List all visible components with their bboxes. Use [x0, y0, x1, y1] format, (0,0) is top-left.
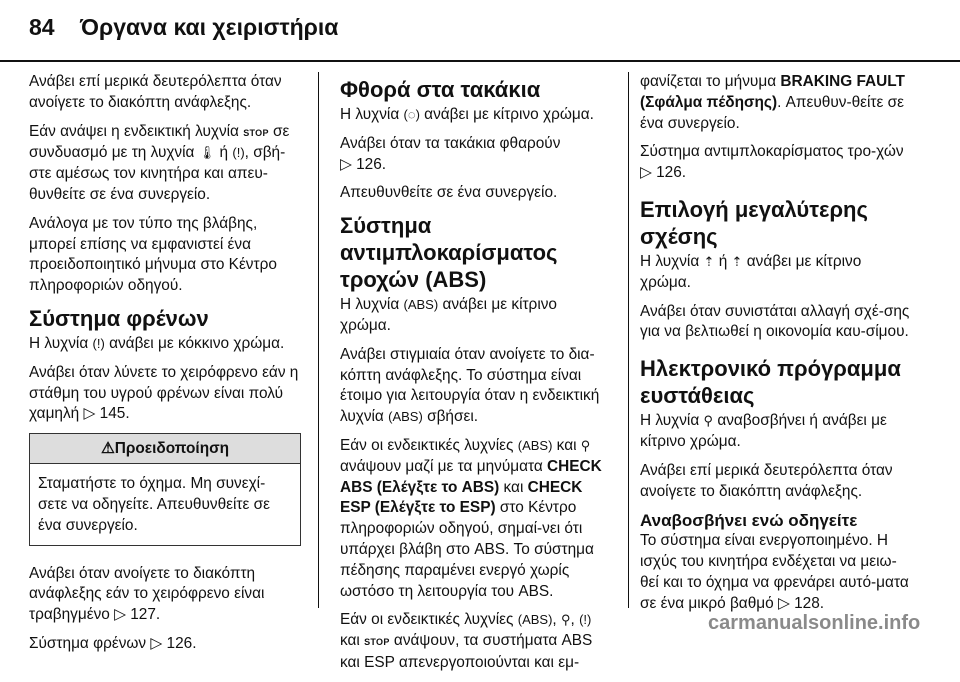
- column-2: [340, 72, 612, 682]
- warning-title: Προειδοποίηση: [114, 440, 230, 458]
- page-ref-icon: ▷: [777, 594, 795, 612]
- abs-icon: (ABS): [388, 409, 423, 425]
- text: ανάβει με κίτρινο χρώμα.: [340, 296, 557, 334]
- section-heading: Σύστημα φρένων: [29, 305, 209, 331]
- text: ,: [570, 611, 580, 629]
- page-ref: 127.: [130, 606, 161, 624]
- page-header: [0, 0, 960, 64]
- text: Σύστημα φρένων: [29, 634, 151, 652]
- section-heading: Σύστημα αντιμπλοκαρίσματος τροχών (ABS): [340, 213, 558, 293]
- paragraph: [640, 142, 912, 184]
- page-ref-icon: ▷: [640, 164, 657, 182]
- text: Η λυχνία: [340, 296, 404, 314]
- brake-pad-wear-icon: (◌): [403, 107, 420, 122]
- paragraph: Ανάλογα με τον τύπο της βλάβης, μπορεί επίσης να εμφανιστεί ένα προειδοποιητικό μήνυμα στο Κέντρο πληροφοριών οδηγού.: [29, 214, 277, 295]
- warning-text: Σταματήστε το όχημα. Μη συνεχί-σετε να οδηγείτε. Απευθυνθείτε σε ένα συνεργείο.: [38, 475, 271, 534]
- page-ref: 126.: [656, 164, 687, 182]
- paragraph: Απευθυνθείτε σε ένα συνεργείο.: [340, 184, 558, 202]
- abs-icon: (ABS): [517, 612, 553, 628]
- text: Η λυχνία: [640, 252, 704, 270]
- text: και: [340, 632, 365, 650]
- column-divider: [318, 72, 319, 608]
- message-braking-fault: BRAKING FAULT (Σφάλμα πέδησης): [640, 73, 905, 111]
- warning-box: [29, 433, 301, 545]
- page-ref: 145.: [99, 405, 130, 423]
- section-heading: Φθορά στα τακάκια: [340, 77, 541, 102]
- text: Η λυχνία: [640, 412, 704, 430]
- paragraph: [340, 610, 612, 673]
- paragraph: [640, 72, 912, 134]
- warning-header: [30, 434, 300, 464]
- page-ref: 128.: [794, 594, 825, 612]
- text: Εάν ανάψει η ενδεικτική λυχνία: [29, 122, 244, 140]
- coolant-temperature-icon: 🌡: [198, 145, 216, 161]
- column-1: [29, 72, 301, 663]
- page-ref-icon: ▷: [150, 634, 167, 652]
- text: και: [552, 436, 581, 454]
- stop-icon: STOP: [364, 637, 390, 648]
- text: Εάν οι ενδεικτικές λυχνίες: [340, 436, 518, 454]
- paragraph: [640, 411, 912, 453]
- brake-warning-icon: (!): [579, 612, 592, 628]
- text: Ανάβει στιγμιαία όταν ανοίγετε το δια-κόπτη ανάφλεξης. Το σύστημα είναι έτοιμο για λειτουργία όταν η ενδεικτική λυχνία: [340, 345, 600, 426]
- esp-icon: ⚲: [560, 612, 571, 628]
- text: ανάψουν, τα συστήματα ABS και ESP απενεργοποιούνται και εμ-: [340, 632, 593, 671]
- paragraph: Ανάβει όταν συνιστάται αλλαγή σχέ-σης για να βελτιωθεί η οικονομία καυ-σίμου.: [640, 302, 910, 341]
- text: Η λυχνία: [340, 106, 404, 123]
- page-ref: 126.: [356, 155, 387, 173]
- text: Η λυχνία: [29, 334, 93, 352]
- message-check-esp: CHECK ESP (Ελέγξτε το ESP): [340, 478, 583, 517]
- paragraph: [340, 134, 612, 176]
- page-title: Όργανα και χειριστήρια: [80, 14, 339, 40]
- text: ανάβει με κίτρινο χρώμα.: [419, 106, 594, 123]
- paragraph: [340, 436, 612, 602]
- brake-warning-icon: (!): [232, 145, 245, 161]
- esp-icon: ⚲: [703, 413, 714, 429]
- text: Εάν οι ενδεικτικές λυχνίες: [340, 611, 518, 629]
- paragraph: [29, 634, 301, 655]
- header-rule: [0, 60, 960, 62]
- paragraph: [29, 363, 301, 425]
- brake-warning-icon: (!): [92, 335, 105, 351]
- paragraph: [340, 295, 612, 337]
- text: και: [499, 478, 528, 496]
- paragraph: Ανάβει επί μερικά δευτερόλεπτα όταν ανοίγετε το διακόπτη ανάφλεξης.: [29, 73, 282, 111]
- warning-triangle-icon: ⚠: [100, 440, 115, 458]
- text: φανίζεται το μήνυμα: [640, 73, 781, 90]
- text: Σύστημα αντιμπλοκαρίσματος τρο-χών: [640, 143, 904, 161]
- paragraph: [640, 531, 912, 614]
- page-ref-icon: ▷: [340, 155, 357, 173]
- text: ανάβει με κίτρινο χρώμα.: [640, 252, 862, 291]
- shift-up-icon: ⇡: [703, 253, 715, 269]
- column-3: [640, 72, 912, 623]
- paragraph: [340, 345, 612, 428]
- column-divider: [628, 72, 629, 608]
- paragraph: [29, 334, 301, 355]
- subsection-heading: Αναβοσβήνει ενώ οδηγείτε: [640, 511, 858, 531]
- paragraph: [29, 122, 301, 206]
- message-check-abs: CHECK ABS (Ελέγξτε το ABS): [340, 457, 602, 496]
- abs-icon: (ABS): [403, 297, 439, 313]
- text: αναβοσβήνει ή ανάβει με κίτρινο χρώμα.: [640, 412, 887, 450]
- text: , σβή-στε αμέσως τον κινητήρα και απευ-θυνθείτε σε ένα συνεργείο.: [29, 144, 286, 203]
- text: Ανάβει όταν λύνετε το χειρόφρενο εάν η στάθμη του υγρού φρένων είναι πολύ χαμηλή: [29, 363, 299, 423]
- section-heading: Ηλεκτρονικό πρόγραμμα ευστάθειας: [640, 356, 901, 409]
- text: Ανάβει όταν ανοίγετε το διακόπτη ανάφλεξης εάν το χειρόφρενο είναι τραβηγμένο: [29, 564, 265, 624]
- text: σε συνδυασμό με τη λυχνία: [29, 122, 290, 162]
- text: ανάβει με κόκκινο χρώμα.: [104, 334, 285, 352]
- watermark: carmanualsonline.info: [708, 612, 921, 634]
- text: . Απευθυν-θείτε σε ένα συνεργείο.: [640, 93, 905, 132]
- text: Ανάβει όταν τα τακάκια φθαρούν: [340, 134, 561, 152]
- paragraph: [29, 564, 301, 626]
- page-number: 84: [29, 14, 55, 40]
- paragraph: [640, 252, 912, 294]
- page-ref-icon: ▷: [114, 606, 131, 624]
- abs-icon: (ABS): [517, 437, 553, 453]
- section-heading: Επιλογή μεγαλύτερης σχέσης: [640, 196, 868, 249]
- page-ref: 126.: [166, 634, 197, 652]
- stop-icon: STOP: [243, 127, 269, 138]
- text: ή: [215, 144, 233, 162]
- text: σβήσει.: [422, 408, 479, 426]
- text: Το σύστημα είναι ενεργοποιημένο. Η ισχύς του κινητήρα ενδέχεται να μειω-θεί και το όχημα να φρενάρει αυτό-ματα σε ένα μικρό βαθμό: [640, 532, 909, 612]
- text: ανάψουν μαζί με τα μηνύματα: [340, 457, 548, 475]
- text: ή: [714, 252, 732, 270]
- paragraph: [340, 105, 612, 126]
- shift-up-double-icon: ⇡: [731, 253, 743, 269]
- text: στο Κέντρο πληροφοριών οδηγού, σημαί-νει ότι υπάρχει βλάβη στο ABS. Το σύστημα πέδησης παραμένει ενεργό χωρίς ωστόσο τη λειτουργία του ABS.: [340, 499, 594, 600]
- paragraph: Ανάβει επί μερικά δευτερόλεπτα όταν ανοίγετε το διακόπτη ανάφλεξης.: [640, 461, 893, 500]
- esp-icon: ⚲: [580, 437, 591, 453]
- text: ,: [552, 611, 561, 629]
- page-ref-icon: ▷: [83, 405, 100, 423]
